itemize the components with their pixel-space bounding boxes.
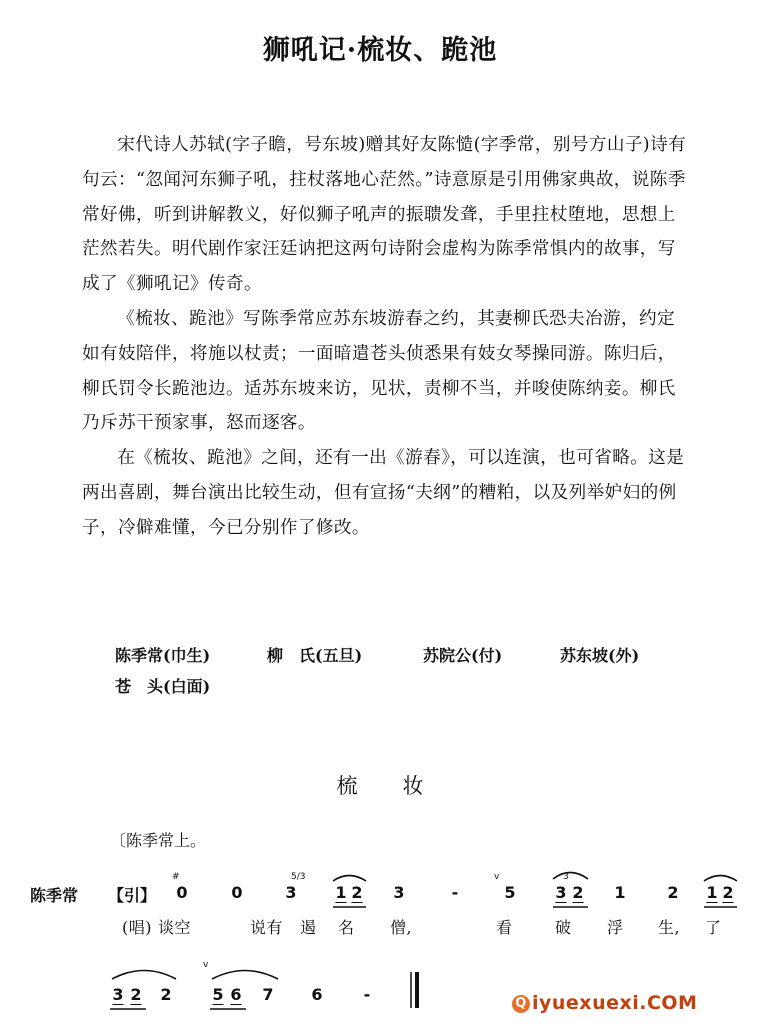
lyric-word: 僧, bbox=[390, 918, 413, 937]
intro-paragraph: 宋代诗人苏轼(字子瞻，号东坡)赠其好友陈慥(字季常，别号方山子)诗有句云：“忽闻河东狮子吼，拄杖落地心茫然。”诗意原是引用佛家典故，说陈季常好佛，听到讲解教义，好似狮子吼声的振聩发聋，手里拄杖堕地，思想上茫然若失。明代剧作家汪廷讷把这两句诗附会虚构为陈季常惧内的故事，写成了《狮吼记》传奇。 bbox=[82, 135, 687, 295]
grace-mark: 3 bbox=[563, 872, 569, 882]
slur-mark bbox=[704, 876, 737, 882]
slur-mark bbox=[333, 876, 366, 882]
score-note: 7 bbox=[262, 985, 274, 1004]
sharp-mark: # bbox=[172, 872, 180, 882]
score-note: 6 bbox=[311, 985, 323, 1004]
score-note: 1 bbox=[614, 883, 626, 902]
score-note: 2 bbox=[351, 883, 363, 902]
lyric-word: 了 bbox=[705, 918, 722, 937]
score-note: 0 bbox=[231, 883, 243, 902]
watermark-logo-icon: Q bbox=[512, 995, 530, 1013]
lyric-word: 浮 bbox=[607, 918, 624, 937]
score-note: 1 bbox=[706, 883, 718, 902]
score-note: 2 bbox=[667, 883, 679, 902]
page-title: 狮吼记·梳妆、跪池 bbox=[262, 35, 498, 66]
cast-member: 苏院公(付) bbox=[423, 646, 503, 665]
score-note: 3 bbox=[285, 883, 297, 902]
score-note: 3 bbox=[555, 883, 567, 902]
slur-mark bbox=[112, 971, 176, 980]
score-note: 2 bbox=[722, 883, 734, 902]
score-note: - bbox=[363, 985, 371, 1004]
lyric-word: 遏 bbox=[300, 918, 317, 937]
stage-direction: 〔陈季常上。 bbox=[110, 831, 207, 850]
intro-paragraph: 在《梳妆、跪池》之间，还有一出《游春》，可以连演，也可省略。这是两出喜剧，舞台演出比较生动，但有宣扬“夫纲”的糟粕，以及列举妒妇的例子，冷僻难懂，今已分别作了修改。 bbox=[82, 448, 685, 538]
watermark bbox=[512, 992, 697, 1014]
lyric-word: 生, bbox=[658, 918, 681, 937]
score-note: 6 bbox=[230, 985, 242, 1004]
watermark-text: iyuexuexi.COM bbox=[532, 992, 698, 1014]
score-note: 2 bbox=[160, 985, 172, 1004]
cast-member: 苏东坡(外) bbox=[560, 646, 640, 665]
lyric-word: 名 bbox=[338, 918, 355, 937]
lyric-word: 破 bbox=[555, 918, 572, 937]
slur-mark bbox=[553, 873, 588, 880]
lyric-word: 看 bbox=[496, 918, 513, 937]
score-note: - bbox=[451, 883, 459, 902]
scene-title: 梳妆 bbox=[336, 774, 469, 798]
cast-member: 陈季常(巾生) bbox=[115, 646, 211, 665]
cast-member: 柳 氏(五旦) bbox=[267, 646, 363, 665]
grace-mark: 5/3 bbox=[291, 872, 306, 882]
lyric-word: 谈空 bbox=[158, 918, 192, 937]
score-note: 1 bbox=[335, 883, 347, 902]
score-note: 2 bbox=[572, 883, 584, 902]
lyric-word: 说有 bbox=[250, 918, 284, 937]
score-note: 2 bbox=[130, 985, 142, 1004]
score-note: 0 bbox=[176, 883, 188, 902]
score-role: 陈季常 bbox=[30, 886, 79, 905]
breath-mark: v bbox=[494, 872, 500, 882]
intro-paragraph: 《梳妆、跪池》写陈季常应苏东坡游春之约，其妻柳氏恐夫冶游，约定如有妓陪伴，将施以杖责；一面暗遣苍头侦悉果有妓女琴操同游。陈归后，柳氏罚令长跪池边。适苏东坡来访，见状，责柳不当，并唆使陈纳妾。柳氏乃斥苏干预家事，怒而逐客。 bbox=[82, 308, 676, 434]
cast-member: 苍 头(白面) bbox=[115, 677, 211, 696]
slur-mark bbox=[212, 971, 278, 980]
score-tag: 【引】 bbox=[108, 886, 157, 905]
score-note: 3 bbox=[112, 985, 124, 1004]
score-note: 3 bbox=[393, 883, 405, 902]
score-note: 5 bbox=[212, 985, 224, 1004]
score-note: 5 bbox=[504, 883, 516, 902]
lyric-prefix: (唱) bbox=[122, 918, 152, 937]
breath-mark: v bbox=[203, 960, 209, 970]
